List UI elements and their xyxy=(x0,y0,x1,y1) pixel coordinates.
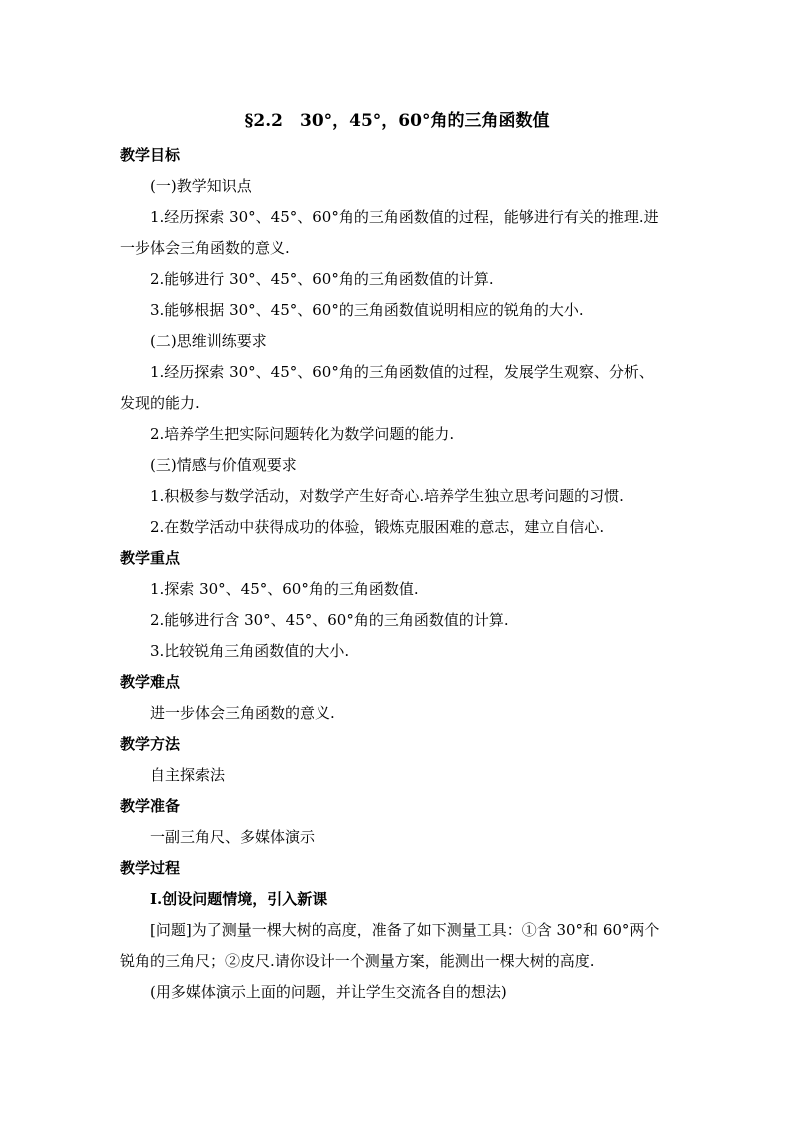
section-heading-preparation: 教学准备 xyxy=(120,797,181,815)
paragraph-line: 2.能够进行 30°、45°、60°角的三角函数值的计算. xyxy=(150,270,494,288)
paragraph-line: 一副三角尺、多媒体演示 xyxy=(150,828,316,846)
subsection-knowledge: (一)教学知识点 xyxy=(150,177,252,195)
paragraph-line: 3.比较锐角三角函数值的大小. xyxy=(150,642,350,660)
page-title: §2.2 30°，45°，60°角的三角函数值 xyxy=(244,111,550,131)
paragraph-line: 2.在数学活动中获得成功的体验，锻炼克服困难的意志，建立自信心. xyxy=(150,518,605,536)
paragraph-line: 2.能够进行含 30°、45°、60°角的三角函数值的计算. xyxy=(150,611,509,629)
paragraph-line: 1.探索 30°、45°、60°角的三角函数值. xyxy=(150,580,419,598)
paragraph-line: 发现的能力. xyxy=(120,394,200,412)
paragraph-line: (用多媒体演示上面的问题，并让学生交流各自的想法) xyxy=(150,983,507,1001)
section-heading-process: 教学过程 xyxy=(120,859,181,877)
section-heading-difficulties: 教学难点 xyxy=(120,673,181,691)
section-heading-objectives: 教学目标 xyxy=(120,146,181,164)
subsection-thinking: (二)思维训练要求 xyxy=(150,332,267,350)
process-step-title: Ⅰ.创设问题情境，引入新课 xyxy=(150,890,328,908)
section-heading-methods: 教学方法 xyxy=(120,735,181,753)
section-heading-key-points: 教学重点 xyxy=(120,549,181,567)
paragraph-line: 1.经历探索 30°、45°、60°角的三角函数值的过程，能够进行有关的推理.进 xyxy=(150,208,659,226)
paragraph-line: 3.能够根据 30°、45°、60°的三角函数值说明相应的锐角的大小. xyxy=(150,301,584,319)
paragraph-line: 进一步体会三角函数的意义. xyxy=(150,704,335,722)
paragraph-line: 2.培养学生把实际问题转化为数学问题的能力. xyxy=(150,425,455,443)
paragraph-line: [问题]为了测量一棵大树的高度，准备了如下测量工具：①含 30°和 60°两个 xyxy=(150,921,660,939)
paragraph-line: 锐角的三角尺；②皮尺.请你设计一个测量方案，能测出一棵大树的高度. xyxy=(120,952,595,970)
paragraph-line: 一步体会三角函数的意义. xyxy=(120,239,290,257)
paragraph-line: 自主探索法 xyxy=(150,766,226,784)
paragraph-line: 1.积极参与数学活动，对数学产生好奇心.培养学生独立思考问题的习惯. xyxy=(150,487,624,505)
paragraph-line: 1.经历探索 30°、45°、60°角的三角函数值的过程，发展学生观察、分析、 xyxy=(150,363,654,381)
subsection-values: (三)情感与价值观要求 xyxy=(150,456,297,474)
